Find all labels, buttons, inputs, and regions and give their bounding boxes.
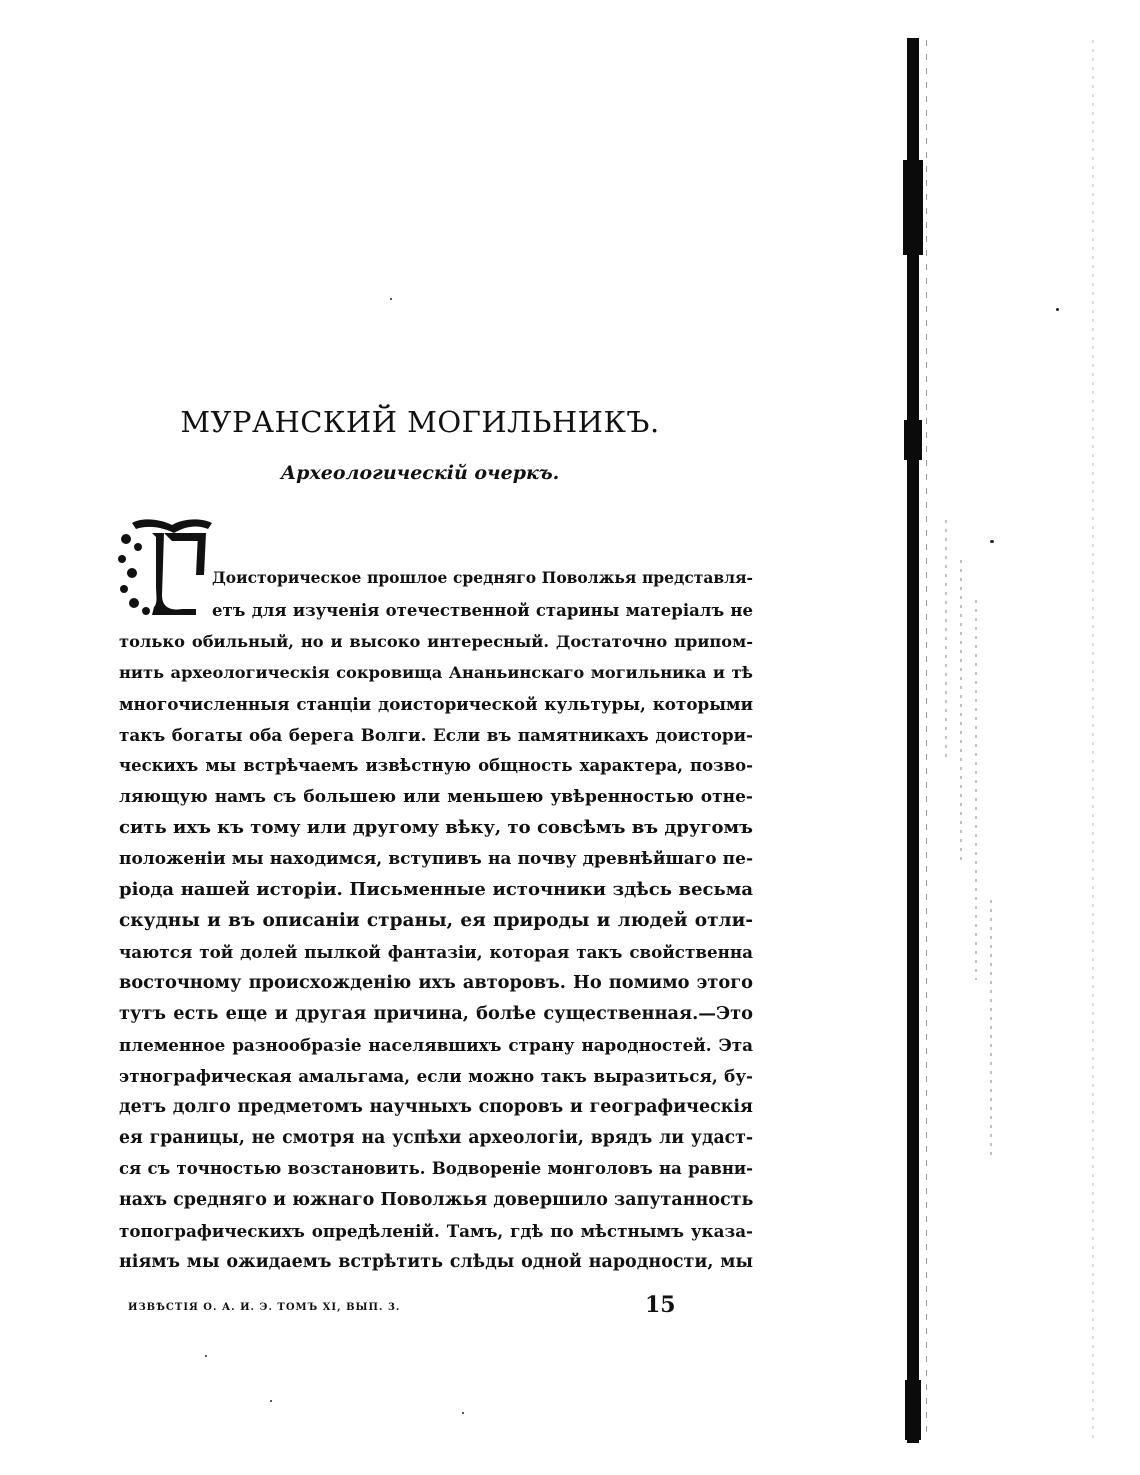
scan-speck [462,1412,464,1414]
body-line: ніямъ мы ожидаемъ встрѣтить слѣды одной народности, мы [119,1252,753,1272]
body-line: ея границы, не смотря на успѣхи археологіи, врядъ ли удаст- [119,1128,753,1148]
body-line: нить археологическія сокровища Ананьинскаго могильника и тѣ [119,663,753,682]
body-line: ческихъ мы встрѣчаемъ извѣстную общность характера, позво- [119,756,753,775]
article-subtitle: Археологическій очеркъ. [280,462,560,484]
scan-speck [990,540,994,543]
scan-speck [270,1400,272,1402]
body-line: такъ богаты оба берега Волги. Если въ памятникахъ доистори- [119,725,753,745]
spine-blot [904,420,922,460]
bleed-through [960,560,962,860]
body-line: восточному происхожденію ихъ авторовъ. Но помимо этого [119,972,753,993]
page-number: 15 [645,1292,676,1318]
body-line: тутъ есть еще и другая причина, болѣе существенная.—Это [119,1003,753,1024]
article-title: МУРАНСКИЙ МОГИЛЬНИКЪ. [180,405,660,439]
body-line: многочисленныя станціи доисторической культуры, которыми [119,694,753,714]
bleed-through [1092,40,1094,1440]
body-line: ляющую намъ съ большею или меньшею увѣренностью отне- [119,787,753,807]
body-line: только обильный, но и высоко интересный. Достаточно припом- [119,632,753,651]
body-line: топографическихъ опредѣленій. Тамъ, гдѣ по мѣстнымъ указа- [119,1221,753,1241]
body-line: положеніи мы находимся, вступивъ на почву древнѣйшаго пе- [119,849,753,869]
bleed-through [975,600,977,980]
body-line: нахъ средняго и южнаго Поволжья довершило запутанность [119,1190,753,1210]
scan-speck [205,1355,207,1357]
body-line: ріода нашей исторіи. Письменные источники здѣсь весьма [119,879,753,900]
body-line: скудны и въ описаніи страны, ея природы и людей отли- [119,910,753,931]
scan-speck [390,298,392,300]
body-line: этнографическая амальгама, если можно такъ выразиться, бу- [119,1066,753,1086]
body-line: Доисторическое прошлое средняго Поволжья представля- [212,568,753,587]
journal-footer: ИЗВѢСТІЯ О. А. И. Э. ТОМЪ XI, ВЫП. 3. [128,1302,401,1313]
page-edge-shadow [926,40,927,1440]
body-line: сить ихъ къ тому или другому вѣку, то совсѣмъ въ другомъ [119,817,753,838]
body-line: ся съ точностью возстановить. Водвореніе монголовъ на равни- [119,1159,753,1178]
bleed-through [990,900,992,1160]
spine-blot [905,1380,921,1440]
body-line: племенное разнообразіе населявшихъ страну народностей. Эта [119,1035,753,1055]
scan-speck [1056,308,1059,311]
body-line: етъ для изученія отечественной старины матеріалъ не [212,601,753,620]
bleed-through [945,520,947,760]
ornamental-initial-icon [112,515,217,620]
body-line: детъ долго предметомъ научныхъ споровъ и географическія [119,1097,753,1117]
spine-blot [903,160,923,255]
body-line: чаются той долей пылкой фантазіи, которая такъ свойственна [119,942,753,962]
